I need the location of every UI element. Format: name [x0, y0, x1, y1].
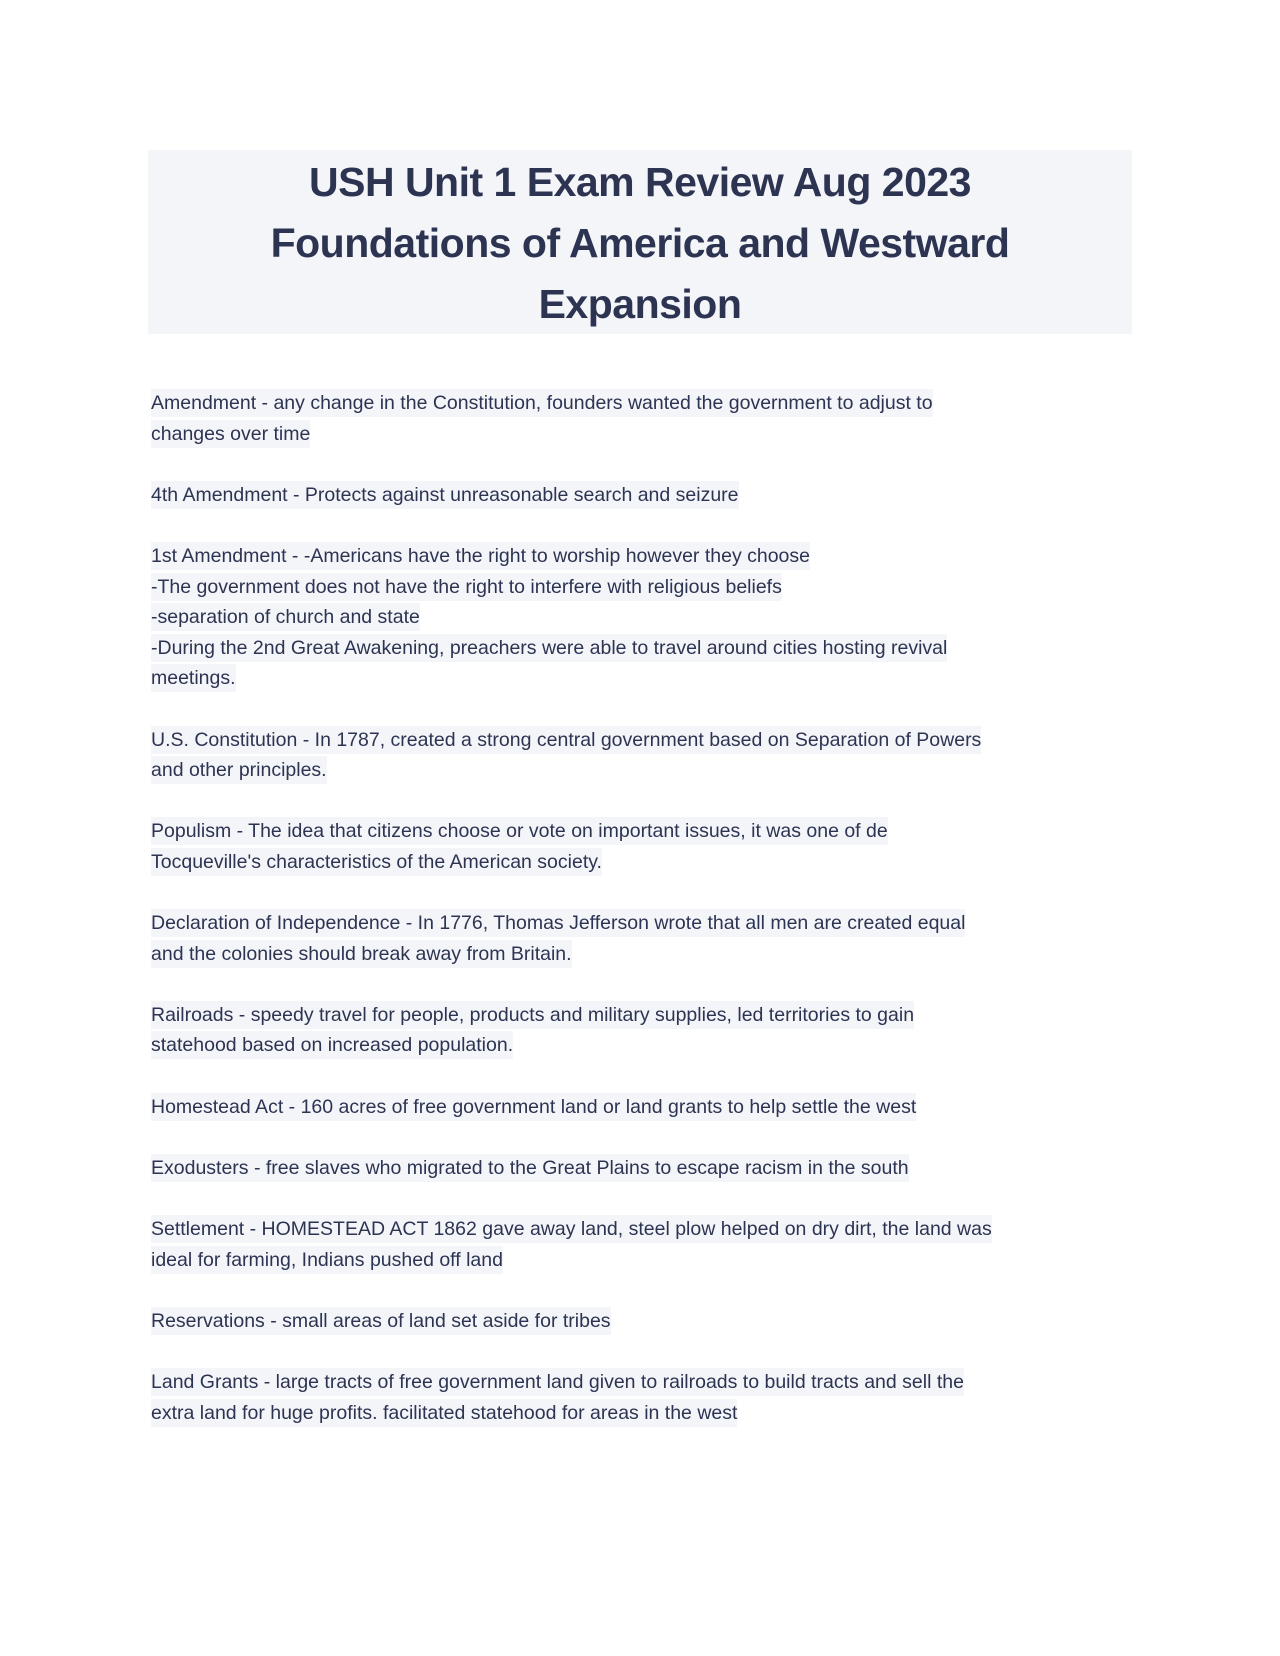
term-entry [151, 388, 1151, 449]
entry-line [151, 1306, 1151, 1337]
entry-line-text: -The government does not have the right to interfere with religious beliefs [151, 573, 782, 601]
entry-line [151, 633, 1151, 664]
entry-line-text: meetings. [151, 664, 236, 692]
entry-line-text: 4th Amendment - Protects against unreasonable search and seizure [151, 481, 739, 509]
entry-line-text: -separation of church and state [151, 603, 420, 631]
entry-line [151, 388, 1151, 419]
entry-line [151, 816, 1151, 847]
entry-line [151, 1214, 1151, 1245]
entry-line [151, 755, 1151, 786]
entry-line [151, 1092, 1151, 1123]
title-line: USH Unit 1 Exam Review Aug 2023 [308, 159, 971, 205]
entry-line-text: Declaration of Independence - In 1776, Thomas Jefferson wrote that all men are created equal [151, 909, 965, 937]
entry-line-text: 1st Amendment - -Americans have the right to worship however they choose [151, 542, 810, 570]
entry-line-text: U.S. Constitution - In 1787, created a strong central government based on Separation of Powers [151, 726, 981, 754]
entry-line [151, 663, 1151, 694]
entry-line [151, 419, 1151, 450]
document-title [148, 150, 1132, 334]
entry-line-text: -During the 2nd Great Awakening, preachers were able to travel around cities hosting revival [151, 634, 947, 662]
entry-line-text: Homestead Act - 160 acres of free government land or land grants to help settle the west [151, 1093, 916, 1121]
entry-line [151, 1367, 1151, 1398]
entry-line-text: statehood based on increased population. [151, 1031, 513, 1059]
term-entry [151, 816, 1151, 877]
entry-line [151, 541, 1151, 572]
entry-line-text: Railroads - speedy travel for people, products and military supplies, led territories to gain [151, 1001, 914, 1029]
term-entry [151, 1153, 1151, 1184]
entry-line-text: extra land for huge profits. facilitated statehood for areas in the west [151, 1399, 737, 1427]
entry-line [151, 908, 1151, 939]
entry-line-text: Settlement - HOMESTEAD ACT 1862 gave away land, steel plow helped on dry dirt, the land was [151, 1215, 992, 1243]
document-body [151, 388, 1151, 1459]
entry-line-text: ideal for farming, Indians pushed off land [151, 1246, 503, 1274]
term-entry [151, 1000, 1151, 1061]
entry-line [151, 939, 1151, 970]
entry-line [151, 1153, 1151, 1184]
entry-line [151, 725, 1151, 756]
term-entry [151, 1092, 1151, 1123]
term-entry [151, 541, 1151, 694]
term-entry [151, 1306, 1151, 1337]
entry-line [151, 572, 1151, 603]
entry-line-text: Land Grants - large tracts of free government land given to railroads to build tracts and sell the [151, 1368, 964, 1396]
term-entry [151, 1367, 1151, 1428]
entry-line [151, 1030, 1151, 1061]
term-entry [151, 480, 1151, 511]
entry-line [151, 1398, 1151, 1429]
entry-line-text: Tocqueville's characteristics of the American society. [151, 848, 602, 876]
entry-line-text: changes over time [151, 420, 310, 448]
term-entry [151, 725, 1151, 786]
entry-line-text: and the colonies should break away from Britain. [151, 940, 572, 968]
entry-line-text: Reservations - small areas of land set aside for tribes [151, 1307, 611, 1335]
entry-line [151, 602, 1151, 633]
entry-line-text: and other principles. [151, 756, 327, 784]
term-entry [151, 1214, 1151, 1275]
entry-line [151, 480, 1151, 511]
entry-line-text: Amendment - any change in the Constitution, founders wanted the government to adjust to [151, 389, 933, 417]
entry-line [151, 1000, 1151, 1031]
entry-line-text: Populism - The idea that citizens choose or vote on important issues, it was one of de [151, 817, 888, 845]
entry-line [151, 1245, 1151, 1276]
title-line: Expansion [538, 281, 742, 327]
title-line: Foundations of America and Westward [270, 220, 1010, 266]
entry-line [151, 847, 1151, 878]
term-entry [151, 908, 1151, 969]
entry-line-text: Exodusters - free slaves who migrated to the Great Plains to escape racism in the south [151, 1154, 909, 1182]
